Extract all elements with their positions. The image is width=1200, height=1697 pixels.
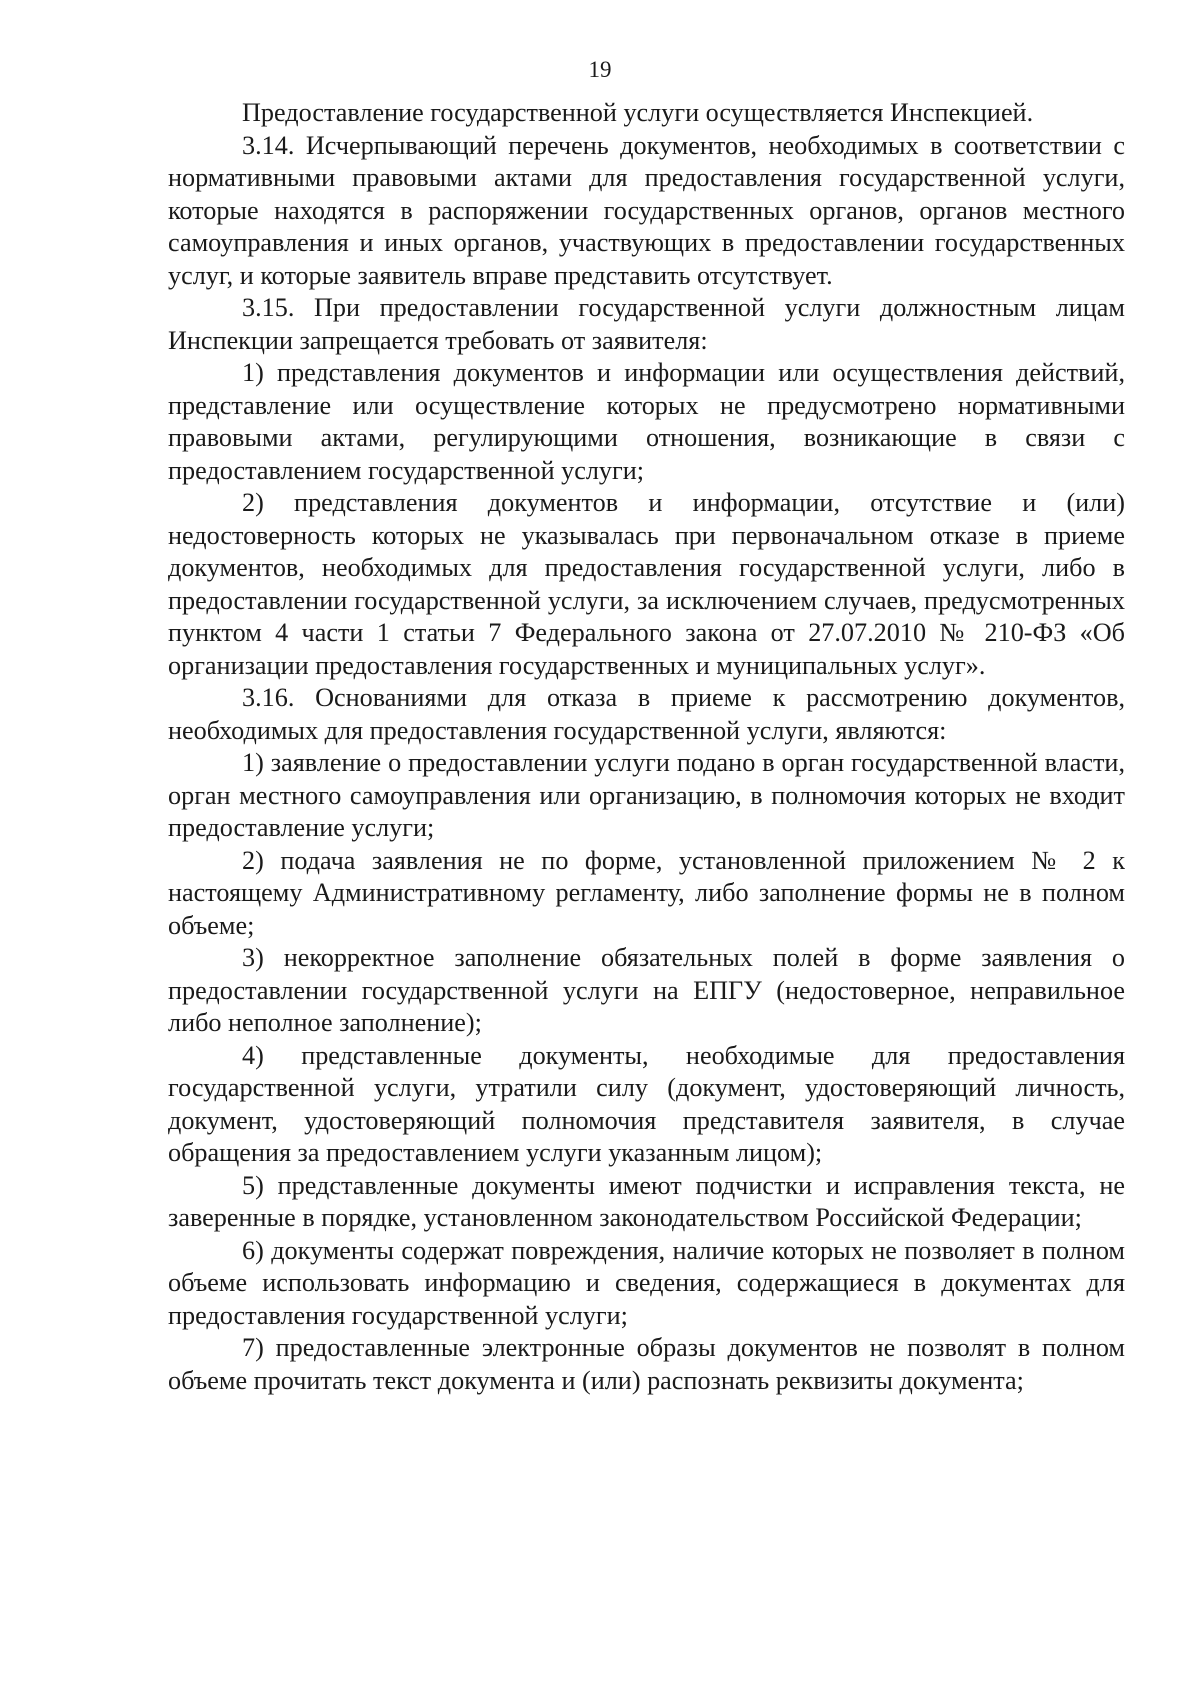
paragraph-3-16-item-1: 1) заявление о предоставлении услуги подано в орган государственной власти, орган местного самоуправления или организацию, в полномочия которых не входит предоставление услуги; (168, 748, 1125, 842)
paragraph-3-15-item-1: 1) представления документов и информации или осуществления действий, представление или осуществление которых не предусмотрено нормативными правовыми актами, регулирующими отношения, возникающие в связи с предоставлением государственной услуги; (168, 358, 1125, 485)
page-number: 19 (588, 57, 612, 82)
document-body (168, 97, 1125, 1397)
paragraph-3-16-item-7: 7) предоставленные электронные образы документов не позволят в полном объеме прочитать текст документа и (или) распознать реквизиты документа; (168, 1333, 1125, 1395)
paragraph-3-15-item-2: 2) представления документов и информации, отсутствие и (или) недостоверность которых не указывалась при первоначальном отказе в приеме документов, необходимых для предоставления государственной услуги, либо в предоставлении государственной услуги, за исключением случаев, предусмотренных пунктом 4 части 1 статьи 7 Федерального закона от 27.07.2010 № 210-ФЗ «Об организации предоставления государственных и муниципальных услуг». (168, 488, 1125, 680)
paragraph-3-14: 3.14. Исчерпывающий перечень документов, необходимых в соответствии с нормативными правовыми актами для предоставления государственной услуги, которые находятся в распоряжении государственных органов, органов местного самоуправления и иных органов, участвующих в предоставлении государственных услуг, и которые заявитель вправе представить отсутствует. (168, 130, 1125, 290)
paragraph-3-16-item-6: 6) документы содержат повреждения, наличие которых не позволяет в полном объеме использовать информацию и сведения, содержащиеся в документах для предоставления государственной услуги; (168, 1235, 1125, 1330)
paragraph-service-provider: Предоставление государственной услуги осуществляется Инспекцией. (242, 98, 1034, 127)
paragraph-3-16: 3.16. Основаниями для отказа в приеме к рассмотрению документов, необходимых для предоставления государственной услуги, являются: (168, 683, 1125, 745)
paragraph-3-16-item-3: 3) некорректное заполнение обязательных полей в форме заявления о предоставлении государственной услуги на ЕПГУ (недостоверное, неправильное либо неполное заполнение); (168, 943, 1125, 1037)
paragraph-3-16-item-5: 5) представленные документы имеют подчистки и исправления текста, не заверенные в порядке, установленном законодательством Российской Федерации; (168, 1170, 1125, 1232)
paragraph-3-16-item-4: 4) представленные документы, необходимые для предоставления государственной услуги, утратили силу (документ, удостоверяющий личность, документ, удостоверяющий полномочия представителя заявителя, в случае обращения за предоставлением услуги указанным лицом); (168, 1040, 1125, 1167)
paragraph-3-16-item-2: 2) подача заявления не по форме, установленной приложением № 2 к настоящему Административному регламенту, либо заполнение формы не в полном объеме; (168, 845, 1125, 940)
paragraph-3-15: 3.15. При предоставлении государственной услуги должностным лицам Инспекции запрещается требовать от заявителя: (168, 293, 1125, 355)
